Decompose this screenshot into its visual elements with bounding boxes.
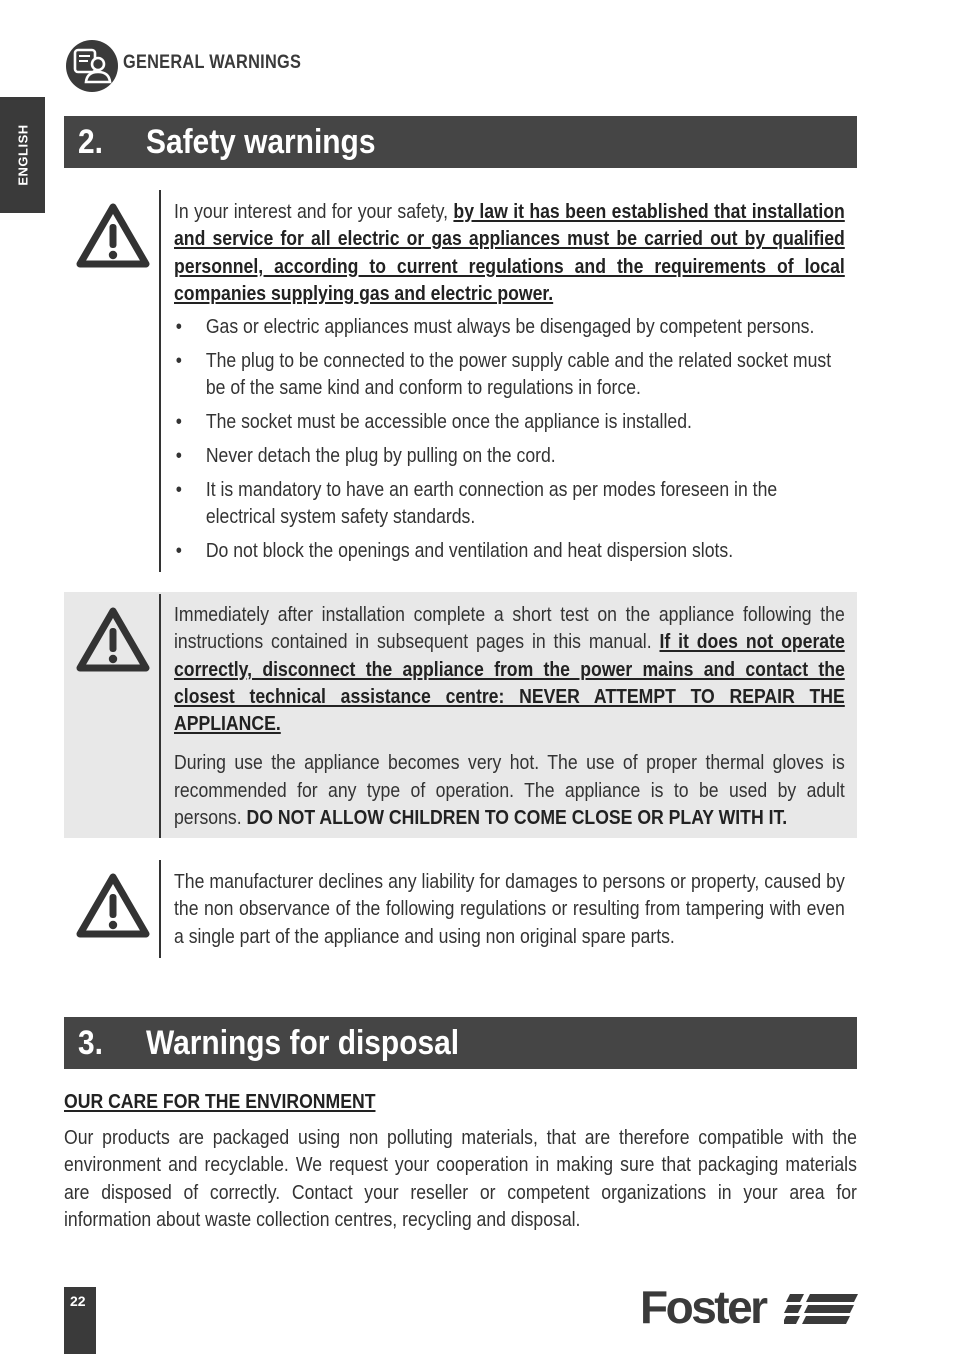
liability-notice: The manufacturer declines any liability for damages to persons or property, caused by the non observance of the following regulations or resulting from tampering with even a single part of the appliance and using non original spare parts. bbox=[174, 870, 845, 948]
list-item: • Never detach the plug by pulling on the cord. bbox=[174, 442, 845, 469]
warning-block-3 bbox=[64, 858, 857, 958]
section-2-header bbox=[64, 116, 857, 168]
list-item: • Gas or electric appliances must always be disengaged by competent persons. bbox=[174, 313, 845, 340]
warning-triangle-icon bbox=[76, 606, 150, 672]
manual-reader-icon bbox=[66, 40, 118, 92]
language-tab bbox=[0, 97, 45, 213]
environment-text: Our products are packaged using non polluting materials, that are therefore compatible with the environment and recyclable. We request your cooperation in making sure that packaging materials are disposed of correctly. Contact your reseller or competent organizations in your area for information about waste collection centres, recycling and disposal. bbox=[64, 1126, 857, 1231]
installation-test-notice: Immediately after installation complete a short test on the appliance following the instructions contained in subsequent pages in this manual. If it does not operate correctly, disconnect the appliance from the power mains and contact the closest technical assistance centre: NEVER ATTEMPT TO REPAIR THE APPLIANCE. bbox=[174, 603, 845, 736]
legal-notice-emphasis: by law it has been established that installation and service for all electric or gas appliances must be carried out by qualified personnel, according to current regulations and the requirements of local companies supplying gas and electric power. bbox=[174, 200, 845, 305]
warning-block-2 bbox=[64, 592, 857, 838]
children-warning: DO NOT ALLOW CHILDREN TO COME CLOSE OR PLAY WITH IT. bbox=[246, 806, 788, 830]
warning-triangle-icon bbox=[76, 872, 150, 938]
page-number: 22 bbox=[70, 1293, 86, 1309]
environment-subheading: OUR CARE FOR THE ENVIRONMENT bbox=[64, 1090, 376, 1113]
language-label: ENGLISH bbox=[15, 124, 30, 186]
hot-appliance-notice: During use the appliance becomes very hot. The use of proper thermal gloves is recommended for any type of operation. The appliance is to be used by adult persons. DO NOT ALLOW CHILDREN TO COME CLOSE OR PLAY WITH IT. bbox=[174, 751, 845, 830]
warning-block-1 bbox=[64, 188, 857, 572]
brand-stripes-icon bbox=[784, 1294, 858, 1324]
block-divider bbox=[159, 594, 161, 838]
page-number-tab bbox=[64, 1287, 96, 1354]
legal-notice: In your interest and for your safety, by law it has been established that installation and service for all electric or gas appliances must be carried out by qualified personnel, according to current regulations and the requirements of local companies supplying gas and electric power. bbox=[174, 200, 845, 305]
warning-triangle-icon bbox=[76, 202, 150, 268]
list-item: • The socket must be accessible once the appliance is installed. bbox=[174, 408, 845, 435]
section-3-header bbox=[64, 1017, 857, 1069]
section-2-number: 2. bbox=[78, 123, 103, 161]
section-3-number: 3. bbox=[78, 1024, 103, 1062]
block-divider bbox=[159, 860, 161, 958]
brand-logo bbox=[640, 1281, 858, 1333]
repair-warning-emphasis: If it does not operate correctly, disconnect the appliance from the power mains and contact the closest technical assistance centre: NEVER ATTEMPT TO REPAIR THE APPLIANCE. bbox=[174, 630, 845, 736]
safety-bullet-list bbox=[174, 313, 845, 564]
section-2-title: Safety warnings bbox=[146, 123, 376, 161]
header-section-label: GENERAL WARNINGS bbox=[123, 52, 302, 73]
brand-name: Foster bbox=[640, 1281, 766, 1333]
list-item: • The plug to be connected to the power supply cable and the related socket must be of the same kind and conform to regulations in force. bbox=[174, 347, 845, 402]
block-divider bbox=[159, 190, 161, 572]
section-3-title: Warnings for disposal bbox=[146, 1024, 460, 1062]
list-item: • Do not block the openings and ventilation and heat dispersion slots. bbox=[174, 537, 845, 564]
list-item: • It is mandatory to have an earth connection as per modes foreseen in the electrical system safety standards. bbox=[174, 476, 845, 531]
